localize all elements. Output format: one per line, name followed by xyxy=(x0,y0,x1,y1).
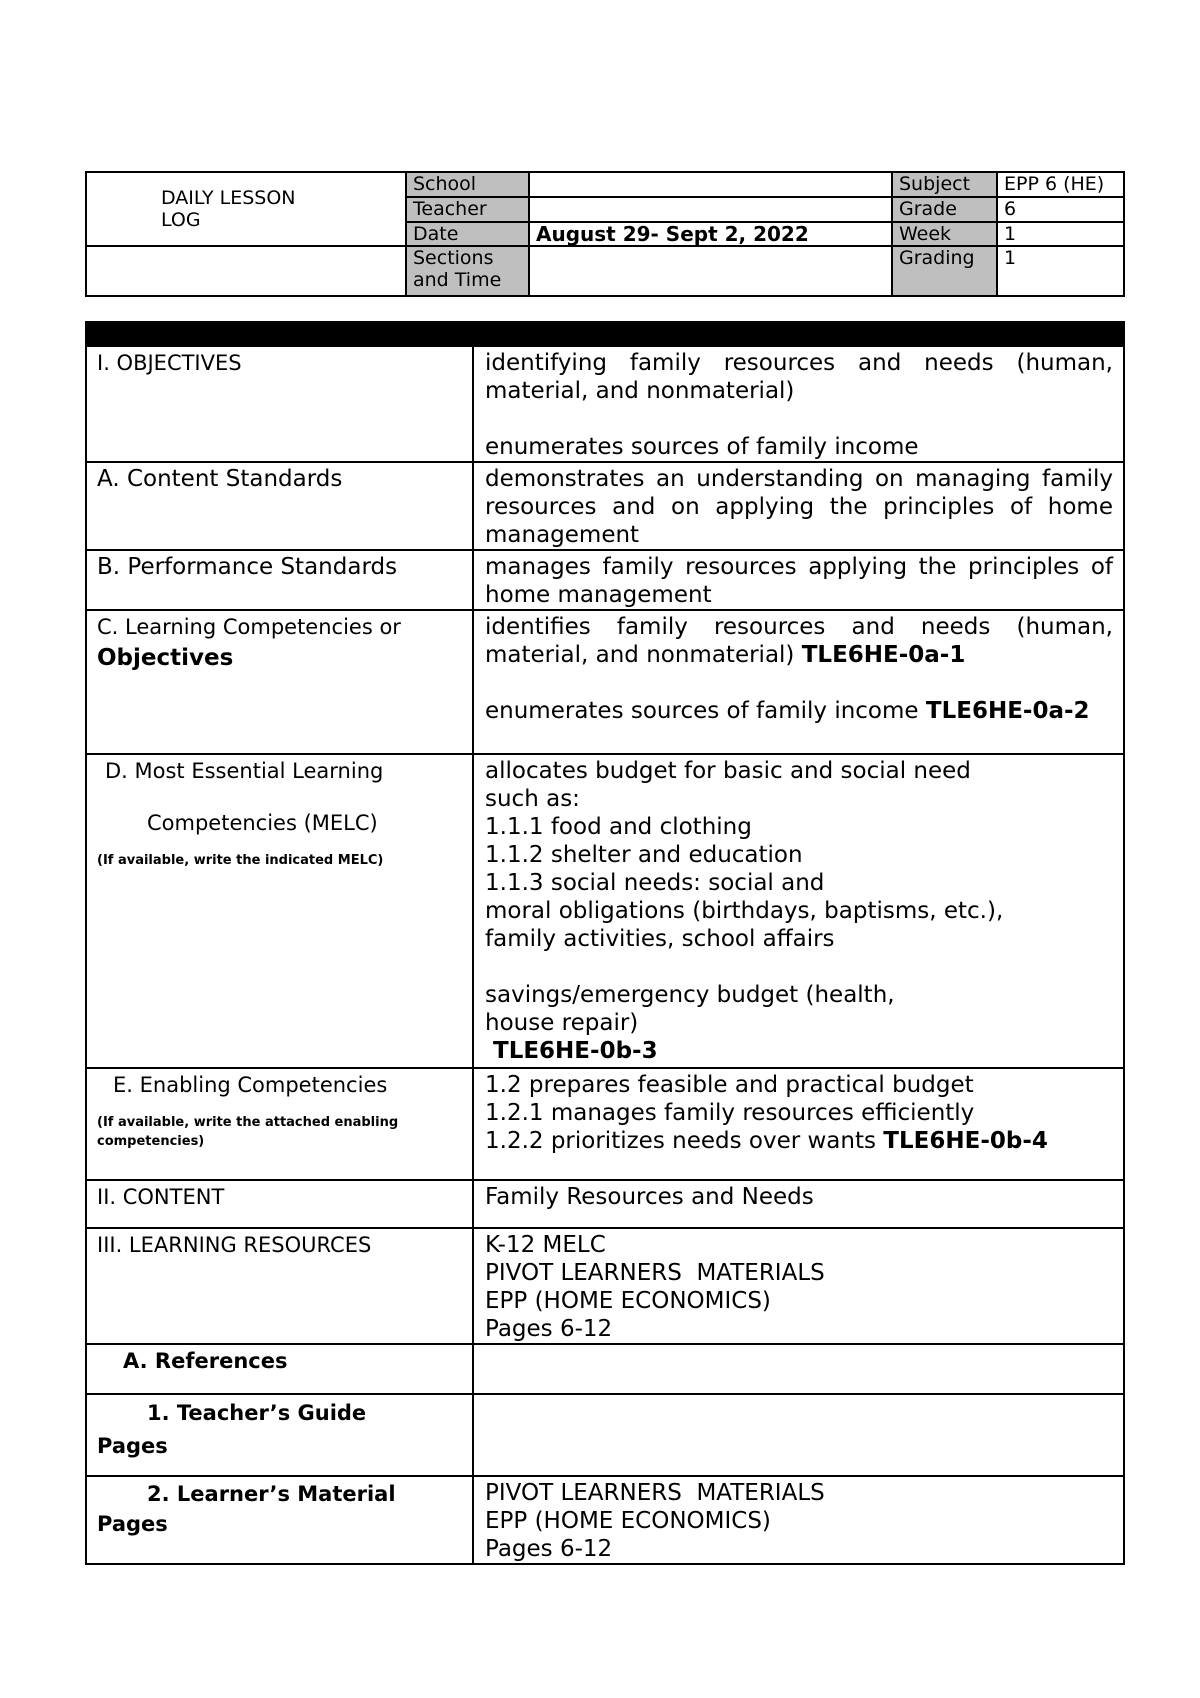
learners-material-label: 2. Learner’s Material xyxy=(147,1482,396,1506)
content-label: II. CONTENT xyxy=(86,1180,473,1228)
performance-standards-label: B. Performance Standards xyxy=(86,550,473,610)
lesson-log-main-table xyxy=(85,321,1125,1565)
grading-label: Grading xyxy=(892,246,997,296)
melc-line: such as: xyxy=(485,786,580,812)
teacher-label: Teacher xyxy=(406,197,529,222)
learners-material-line: PIVOT LEARNERS MATERIALS xyxy=(485,1480,825,1506)
melc-line: house repair) xyxy=(485,1010,639,1036)
content-standards-row xyxy=(86,462,1124,550)
objectives-line1: identifying family resources and needs (human, material, and nonmaterial) xyxy=(485,350,1113,404)
grade-value: 6 xyxy=(997,197,1124,222)
melc-label1: D. Most Essential Learning xyxy=(105,759,384,783)
melc-label2: Competencies (MELC) xyxy=(147,811,378,835)
sections-label: Sections and Time xyxy=(406,246,529,296)
content-value: Family Resources and Needs xyxy=(473,1180,1124,1228)
competency-code1: TLE6HE-0a-1 xyxy=(801,642,966,668)
content-standards-label: A. Content Standards xyxy=(86,462,473,550)
melc-line: allocates budget for basic and social need xyxy=(485,758,971,784)
subject-label: Subject xyxy=(892,172,997,197)
references-row xyxy=(86,1344,1124,1394)
table-header-bar xyxy=(86,322,1124,346)
references-label: A. References xyxy=(86,1344,473,1394)
melc-line: 1.1.3 social needs: social and xyxy=(485,870,825,896)
grading-value: 1 xyxy=(997,246,1124,296)
objectives-label: I. OBJECTIVES xyxy=(86,346,473,462)
school-label: School xyxy=(406,172,529,197)
competency-line1: identifies family resources and needs (human, material, and nonmaterial) xyxy=(485,614,1113,668)
week-label: Week xyxy=(892,222,997,246)
teacher-value xyxy=(529,197,892,222)
learners-material-pages-label: Pages xyxy=(97,1512,168,1536)
learning-competencies-label: C. Learning Competencies or xyxy=(97,615,401,639)
melc-line: savings/emergency budget (health, xyxy=(485,982,895,1008)
learners-material-line: EPP (HOME ECONOMICS) xyxy=(485,1508,771,1534)
enabling-line: 1.2.2 prioritizes needs over wants xyxy=(485,1128,876,1154)
performance-standards-value: manages family resources applying the principles of home management xyxy=(473,550,1124,610)
learners-material-row xyxy=(86,1476,1124,1564)
content-standards-value: demonstrates an understanding on managing family resources and on applying the principles of home management xyxy=(473,462,1124,550)
objectives-line2: enumerates sources of family income xyxy=(485,434,919,460)
resource-line: EPP (HOME ECONOMICS) xyxy=(485,1288,771,1314)
sections-value xyxy=(529,246,892,296)
resource-line: K-12 MELC xyxy=(485,1232,606,1258)
teachers-guide-pages-label: Pages xyxy=(97,1434,168,1458)
subject-value: EPP 6 (HE) xyxy=(997,172,1124,197)
week-value: 1 xyxy=(997,222,1124,246)
melc-line: moral obligations (birthdays, baptisms, etc.), xyxy=(485,898,1004,924)
melc-code: TLE6HE-0b-3 xyxy=(493,1038,658,1064)
learning-resources-row xyxy=(86,1228,1124,1344)
enabling-line: 1.2 prepares feasible and practical budget xyxy=(485,1072,974,1098)
enabling-line: 1.2.1 manages family resources efficiently xyxy=(485,1100,975,1126)
resource-line: Pages 6-12 xyxy=(485,1316,613,1342)
enabling-competencies-row xyxy=(86,1068,1124,1180)
teachers-guide-row xyxy=(86,1394,1124,1476)
objectives-row xyxy=(86,346,1124,462)
date-value: August 29- Sept 2, 2022 xyxy=(529,222,892,246)
enabling-code: TLE6HE-0b-4 xyxy=(883,1128,1048,1154)
grade-label: Grade xyxy=(892,197,997,222)
content-row xyxy=(86,1180,1124,1228)
teachers-guide-label: 1. Teacher’s Guide xyxy=(147,1401,367,1425)
competency-code2: TLE6HE-0a-2 xyxy=(925,698,1090,724)
lesson-log-title: DAILY LESSON LOG xyxy=(86,172,406,246)
melc-row xyxy=(86,754,1124,1068)
learning-competencies-label-bold: Objectives xyxy=(97,645,234,671)
melc-line: 1.1.2 shelter and education xyxy=(485,842,803,868)
enabling-note: (If available, write the attached enabling competencies) xyxy=(97,1115,399,1149)
resource-line: PIVOT LEARNERS MATERIALS xyxy=(485,1260,825,1286)
learning-competencies-row xyxy=(86,610,1124,754)
learners-material-line: Pages 6-12 xyxy=(485,1536,613,1562)
date-label: Date xyxy=(406,222,529,246)
melc-line: family activities, school affairs xyxy=(485,926,835,952)
melc-line: 1.1.1 food and clothing xyxy=(485,814,752,840)
learning-resources-label: III. LEARNING RESOURCES xyxy=(86,1228,473,1344)
performance-standards-row xyxy=(86,550,1124,610)
header-empty-cell xyxy=(86,246,406,296)
competency-line2: enumerates sources of family income xyxy=(485,698,919,724)
melc-note: (If available, write the indicated MELC) xyxy=(97,853,384,868)
school-value xyxy=(529,172,892,197)
enabling-label: E. Enabling Competencies xyxy=(113,1073,388,1097)
lesson-log-header-table xyxy=(85,171,1125,297)
